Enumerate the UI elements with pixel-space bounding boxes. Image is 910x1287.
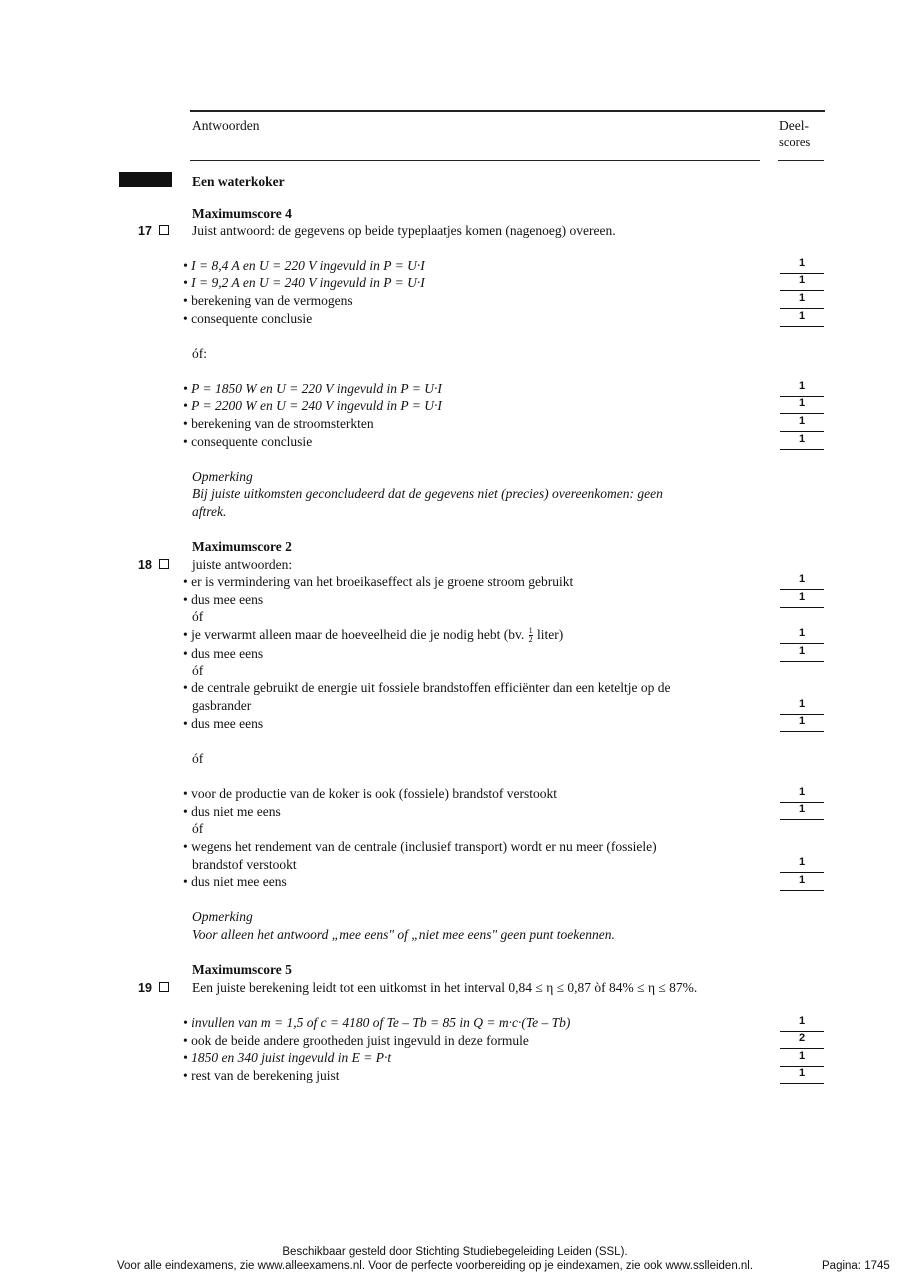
q17-score-a4: 1: [780, 309, 824, 327]
q18-score2: 1: [780, 590, 824, 608]
q19-score4: 1: [780, 1066, 824, 1084]
q18-score7: 1: [780, 785, 824, 803]
q17-item-b1: • P = 1850 W en U = 220 V ingevuld in P = U·I: [183, 381, 442, 396]
q18-line1: • er is vermindering van het broeikaseffect als je groene stroom gebruikt: [183, 574, 574, 589]
q18-score3: 1: [780, 626, 824, 644]
q18-line3: • je verwarmt alleen maar de hoeveelheid die je nodig hebt (bv. $\frac{1}{2}$ liter): [183, 626, 564, 645]
fraction-half: $\frac{1}{2}$: [528, 626, 533, 645]
q17-item-a1: • I = 8,4 A en U = 220 V ingevuld in P = U·I: [183, 258, 425, 273]
q19-item4: • rest van de berekening juist: [183, 1068, 340, 1083]
q19-score3: 1: [780, 1049, 824, 1067]
q17-maxscore: Maximumscore 4: [192, 206, 292, 221]
q18-line4: • dus mee eens: [183, 646, 264, 661]
q18-maxscore: Maximumscore 2: [192, 539, 292, 554]
q19-score1: 1: [780, 1014, 824, 1032]
q17-item-a4: • consequente conclusie: [183, 311, 313, 326]
q18-score10: 1: [780, 873, 824, 891]
checkbox-icon: [159, 559, 169, 569]
q19-score2: 2: [780, 1031, 824, 1049]
q17-item-b4: • consequente conclusie: [183, 434, 313, 449]
q18-of4: óf: [192, 821, 204, 836]
q19-number: 19: [138, 980, 169, 996]
header-top-rule: [190, 110, 825, 112]
q19-item2: • ook de beide andere grootheden juist ingevuld in deze formule: [183, 1033, 529, 1048]
q18-score5: 1: [780, 697, 824, 715]
q17-score-b1: 1: [780, 379, 824, 397]
checkbox-icon: [159, 982, 169, 992]
q18-line7: • voor de productie van de koker is ook (fossiele) brandstof verstookt: [183, 786, 558, 801]
section-marker: [119, 172, 172, 187]
q18-score4: 1: [780, 644, 824, 662]
q17-item-a3: • berekening van de vermogens: [183, 293, 353, 308]
q19-item1: • invullen van m = 1,5 of c = 4180 of Te – Tb = 85 in Q = m·c·(Te – Tb): [183, 1015, 571, 1030]
q18-line9b: brandstof verstookt: [192, 857, 297, 872]
q18-intro: juiste antwoorden:: [192, 557, 293, 572]
q18-remark-line1: Voor alleen het antwoord „mee eens" of „niet mee eens" geen punt toekennen.: [192, 927, 615, 942]
checkbox-icon: [159, 225, 169, 235]
header-deelscores-2: scores: [779, 135, 811, 149]
footer-line2: Voor alle eindexamens, zie www.alleexamens.nl. Voor de perfecte voorbereiding op je eindexamen, zie ook www.sslleiden.nl.: [117, 1260, 754, 1272]
q17-score-a1: 1: [780, 256, 824, 274]
q18-line5b: gasbrander: [192, 698, 252, 713]
q17-remark-line1: Bij juiste uitkomsten geconcludeerd dat de gegevens niet (precies) overeenkomen: geen: [192, 486, 663, 501]
q18-line2: • dus mee eens: [183, 592, 264, 607]
q17-item-b3: • berekening van de stroomsterkten: [183, 416, 374, 431]
q19-item3: • 1850 en 340 juist ingevuld in E = P·t: [183, 1050, 392, 1065]
q17-score-b2: 1: [780, 396, 824, 414]
header-antwoorden: Antwoorden: [192, 118, 260, 133]
q18-number: 18: [138, 557, 169, 573]
q17-item-a2: • I = 9,2 A en U = 240 V ingevuld in P = U·I: [183, 275, 425, 290]
footer-page: Pagina: 1745: [822, 1260, 890, 1272]
q18-remark-title: Opmerking: [192, 909, 253, 924]
header-bottom-rule: [190, 160, 760, 161]
q18-line9: • wegens het rendement van de centrale (inclusief transport) wordt er nu meer (fossiele): [183, 839, 657, 854]
q18-line6: • dus mee eens: [183, 716, 264, 731]
q17-number: 17: [138, 223, 169, 239]
q18-score1: 1: [780, 572, 824, 590]
q17-answer: Juist antwoord: de gegevens op beide typeplaatjes komen (nagenoeg) overeen.: [192, 223, 616, 238]
q19-answer: Een juiste berekening leidt tot een uitkomst in het interval 0,84 ≤ η ≤ 0,87 òf 84% ≤ η ≤ 87%.: [192, 980, 698, 995]
q18-score8: 1: [780, 802, 824, 820]
q18-score6: 1: [780, 714, 824, 732]
q18-of3: óf: [192, 751, 204, 766]
header-score-rule: [778, 160, 824, 161]
q17-score-b3: 1: [780, 414, 824, 432]
q19-maxscore: Maximumscore 5: [192, 962, 292, 977]
q18-line10: • dus niet mee eens: [183, 874, 287, 889]
header-deelscores-1: Deel-: [779, 118, 809, 133]
q17-score-b4: 1: [780, 432, 824, 450]
q17-remark-title: Opmerking: [192, 469, 253, 484]
q17-score-a3: 1: [780, 291, 824, 309]
q17-item-b2: • P = 2200 W en U = 240 V ingevuld in P = U·I: [183, 398, 442, 413]
q17-of: óf:: [192, 346, 207, 361]
q18-of2: óf: [192, 663, 204, 678]
q17-remark-line2: aftrek.: [192, 504, 227, 519]
q17-score-a2: 1: [780, 273, 824, 291]
q18-line5: • de centrale gebruikt de energie uit fossiele brandstoffen efficiënter dan een keteltje op de: [183, 680, 671, 695]
footer-line1: Beschikbaar gesteld door Stichting Studiebegeleiding Leiden (SSL).: [282, 1246, 628, 1258]
section-title: Een waterkoker: [192, 174, 285, 189]
q18-score9: 1: [780, 855, 824, 873]
q18-line8: • dus niet me eens: [183, 804, 281, 819]
q18-of1: óf: [192, 609, 204, 624]
